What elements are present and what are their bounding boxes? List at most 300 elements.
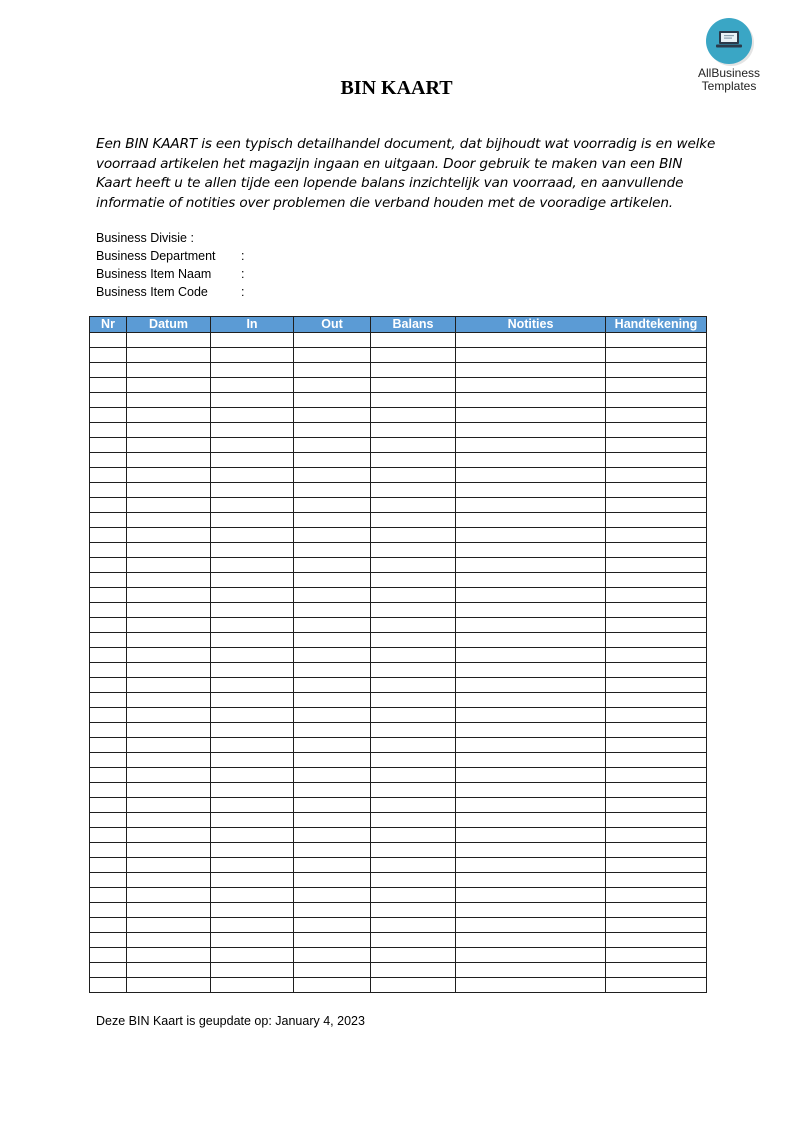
table-cell[interactable] bbox=[371, 693, 456, 708]
table-cell[interactable] bbox=[127, 843, 211, 858]
table-cell[interactable] bbox=[90, 558, 127, 573]
table-cell[interactable] bbox=[211, 363, 294, 378]
table-cell[interactable] bbox=[371, 723, 456, 738]
table-cell[interactable] bbox=[606, 798, 707, 813]
table-cell[interactable] bbox=[606, 723, 707, 738]
table-cell[interactable] bbox=[371, 528, 456, 543]
table-cell[interactable] bbox=[371, 408, 456, 423]
table-cell[interactable] bbox=[606, 813, 707, 828]
table-cell[interactable] bbox=[294, 843, 371, 858]
table-cell[interactable] bbox=[371, 633, 456, 648]
table-cell[interactable] bbox=[211, 723, 294, 738]
table-cell[interactable] bbox=[606, 588, 707, 603]
table-cell[interactable] bbox=[606, 858, 707, 873]
table-cell[interactable] bbox=[606, 348, 707, 363]
table-cell[interactable] bbox=[294, 363, 371, 378]
table-cell[interactable] bbox=[371, 348, 456, 363]
table-cell[interactable] bbox=[90, 543, 127, 558]
table-cell[interactable] bbox=[456, 933, 606, 948]
table-cell[interactable] bbox=[90, 933, 127, 948]
table-cell[interactable] bbox=[371, 603, 456, 618]
table-cell[interactable] bbox=[456, 618, 606, 633]
table-cell[interactable] bbox=[606, 423, 707, 438]
table-cell[interactable] bbox=[90, 333, 127, 348]
table-cell[interactable] bbox=[294, 528, 371, 543]
table-cell[interactable] bbox=[127, 873, 211, 888]
table-cell[interactable] bbox=[211, 573, 294, 588]
table-cell[interactable] bbox=[294, 333, 371, 348]
table-cell[interactable] bbox=[606, 918, 707, 933]
table-cell[interactable] bbox=[294, 543, 371, 558]
table-cell[interactable] bbox=[371, 678, 456, 693]
table-cell[interactable] bbox=[294, 903, 371, 918]
table-cell[interactable] bbox=[211, 798, 294, 813]
table-cell[interactable] bbox=[211, 498, 294, 513]
table-cell[interactable] bbox=[606, 618, 707, 633]
table-cell[interactable] bbox=[127, 753, 211, 768]
table-cell[interactable] bbox=[294, 678, 371, 693]
table-cell[interactable] bbox=[456, 483, 606, 498]
table-cell[interactable] bbox=[371, 828, 456, 843]
table-cell[interactable] bbox=[294, 408, 371, 423]
table-cell[interactable] bbox=[90, 348, 127, 363]
table-cell[interactable] bbox=[371, 588, 456, 603]
table-cell[interactable] bbox=[90, 768, 127, 783]
table-cell[interactable] bbox=[127, 483, 211, 498]
table-cell[interactable] bbox=[294, 768, 371, 783]
table-cell[interactable] bbox=[371, 618, 456, 633]
table-cell[interactable] bbox=[294, 693, 371, 708]
table-cell[interactable] bbox=[90, 918, 127, 933]
table-cell[interactable] bbox=[90, 513, 127, 528]
table-cell[interactable] bbox=[456, 588, 606, 603]
table-cell[interactable] bbox=[90, 633, 127, 648]
table-cell[interactable] bbox=[90, 723, 127, 738]
table-cell[interactable] bbox=[294, 663, 371, 678]
table-cell[interactable] bbox=[456, 963, 606, 978]
table-cell[interactable] bbox=[127, 663, 211, 678]
table-cell[interactable] bbox=[90, 603, 127, 618]
table-cell[interactable] bbox=[456, 678, 606, 693]
table-cell[interactable] bbox=[90, 393, 127, 408]
table-cell[interactable] bbox=[606, 708, 707, 723]
table-cell[interactable] bbox=[294, 558, 371, 573]
table-cell[interactable] bbox=[211, 378, 294, 393]
table-cell[interactable] bbox=[371, 393, 456, 408]
table-cell[interactable] bbox=[456, 978, 606, 993]
table-cell[interactable] bbox=[456, 408, 606, 423]
table-cell[interactable] bbox=[294, 393, 371, 408]
table-cell[interactable] bbox=[90, 363, 127, 378]
table-cell[interactable] bbox=[127, 543, 211, 558]
table-cell[interactable] bbox=[294, 948, 371, 963]
table-cell[interactable] bbox=[371, 543, 456, 558]
table-cell[interactable] bbox=[211, 783, 294, 798]
table-cell[interactable] bbox=[211, 873, 294, 888]
table-cell[interactable] bbox=[371, 453, 456, 468]
table-cell[interactable] bbox=[606, 888, 707, 903]
table-cell[interactable] bbox=[127, 858, 211, 873]
table-cell[interactable] bbox=[127, 528, 211, 543]
table-cell[interactable] bbox=[127, 363, 211, 378]
table-cell[interactable] bbox=[127, 378, 211, 393]
table-cell[interactable] bbox=[606, 873, 707, 888]
table-cell[interactable] bbox=[127, 693, 211, 708]
table-cell[interactable] bbox=[294, 963, 371, 978]
table-cell[interactable] bbox=[127, 423, 211, 438]
table-cell[interactable] bbox=[211, 588, 294, 603]
table-cell[interactable] bbox=[606, 558, 707, 573]
table-cell[interactable] bbox=[371, 888, 456, 903]
table-cell[interactable] bbox=[90, 453, 127, 468]
table-cell[interactable] bbox=[456, 948, 606, 963]
table-cell[interactable] bbox=[371, 948, 456, 963]
table-cell[interactable] bbox=[371, 873, 456, 888]
table-cell[interactable] bbox=[371, 933, 456, 948]
table-cell[interactable] bbox=[127, 723, 211, 738]
table-cell[interactable] bbox=[294, 513, 371, 528]
table-cell[interactable] bbox=[211, 393, 294, 408]
table-cell[interactable] bbox=[456, 648, 606, 663]
table-cell[interactable] bbox=[127, 498, 211, 513]
table-cell[interactable] bbox=[294, 978, 371, 993]
table-cell[interactable] bbox=[211, 768, 294, 783]
table-cell[interactable] bbox=[294, 648, 371, 663]
table-cell[interactable] bbox=[371, 438, 456, 453]
table-cell[interactable] bbox=[211, 828, 294, 843]
table-cell[interactable] bbox=[456, 723, 606, 738]
table-cell[interactable] bbox=[127, 963, 211, 978]
table-cell[interactable] bbox=[294, 858, 371, 873]
table-cell[interactable] bbox=[456, 378, 606, 393]
table-cell[interactable] bbox=[606, 438, 707, 453]
table-cell[interactable] bbox=[294, 618, 371, 633]
table-cell[interactable] bbox=[456, 543, 606, 558]
table-cell[interactable] bbox=[456, 348, 606, 363]
table-cell[interactable] bbox=[294, 498, 371, 513]
table-cell[interactable] bbox=[371, 663, 456, 678]
table-cell[interactable] bbox=[127, 453, 211, 468]
table-cell[interactable] bbox=[371, 498, 456, 513]
table-cell[interactable] bbox=[371, 558, 456, 573]
table-cell[interactable] bbox=[90, 753, 127, 768]
table-cell[interactable] bbox=[211, 813, 294, 828]
table-cell[interactable] bbox=[211, 663, 294, 678]
table-cell[interactable] bbox=[294, 573, 371, 588]
table-cell[interactable] bbox=[211, 633, 294, 648]
table-cell[interactable] bbox=[127, 618, 211, 633]
table-cell[interactable] bbox=[211, 738, 294, 753]
table-cell[interactable] bbox=[371, 483, 456, 498]
table-cell[interactable] bbox=[606, 843, 707, 858]
table-cell[interactable] bbox=[371, 813, 456, 828]
table-cell[interactable] bbox=[456, 873, 606, 888]
table-cell[interactable] bbox=[90, 378, 127, 393]
table-cell[interactable] bbox=[294, 783, 371, 798]
table-cell[interactable] bbox=[371, 903, 456, 918]
table-cell[interactable] bbox=[456, 858, 606, 873]
table-cell[interactable] bbox=[456, 393, 606, 408]
table-cell[interactable] bbox=[90, 798, 127, 813]
table-cell[interactable] bbox=[456, 363, 606, 378]
table-cell[interactable] bbox=[127, 783, 211, 798]
table-cell[interactable] bbox=[606, 753, 707, 768]
table-cell[interactable] bbox=[456, 468, 606, 483]
table-cell[interactable] bbox=[127, 798, 211, 813]
table-cell[interactable] bbox=[456, 903, 606, 918]
table-cell[interactable] bbox=[606, 378, 707, 393]
table-cell[interactable] bbox=[456, 738, 606, 753]
table-cell[interactable] bbox=[606, 828, 707, 843]
table-cell[interactable] bbox=[294, 828, 371, 843]
table-cell[interactable] bbox=[606, 453, 707, 468]
table-cell[interactable] bbox=[90, 888, 127, 903]
table-cell[interactable] bbox=[127, 513, 211, 528]
table-cell[interactable] bbox=[211, 558, 294, 573]
table-cell[interactable] bbox=[90, 528, 127, 543]
table-cell[interactable] bbox=[606, 513, 707, 528]
table-cell[interactable] bbox=[294, 603, 371, 618]
table-cell[interactable] bbox=[606, 498, 707, 513]
table-cell[interactable] bbox=[456, 798, 606, 813]
table-cell[interactable] bbox=[90, 693, 127, 708]
table-cell[interactable] bbox=[606, 633, 707, 648]
table-cell[interactable] bbox=[456, 813, 606, 828]
table-cell[interactable] bbox=[294, 798, 371, 813]
table-cell[interactable] bbox=[294, 588, 371, 603]
table-cell[interactable] bbox=[606, 903, 707, 918]
table-cell[interactable] bbox=[606, 393, 707, 408]
table-cell[interactable] bbox=[127, 393, 211, 408]
table-cell[interactable] bbox=[90, 783, 127, 798]
table-cell[interactable] bbox=[456, 918, 606, 933]
table-cell[interactable] bbox=[456, 423, 606, 438]
table-cell[interactable] bbox=[211, 753, 294, 768]
table-cell[interactable] bbox=[456, 708, 606, 723]
table-cell[interactable] bbox=[90, 468, 127, 483]
table-cell[interactable] bbox=[127, 603, 211, 618]
table-cell[interactable] bbox=[294, 723, 371, 738]
table-cell[interactable] bbox=[371, 468, 456, 483]
table-cell[interactable] bbox=[371, 858, 456, 873]
table-cell[interactable] bbox=[90, 708, 127, 723]
table-cell[interactable] bbox=[211, 903, 294, 918]
table-cell[interactable] bbox=[371, 963, 456, 978]
table-cell[interactable] bbox=[90, 618, 127, 633]
table-cell[interactable] bbox=[294, 483, 371, 498]
table-cell[interactable] bbox=[456, 558, 606, 573]
table-cell[interactable] bbox=[90, 738, 127, 753]
table-cell[interactable] bbox=[294, 633, 371, 648]
table-cell[interactable] bbox=[294, 753, 371, 768]
table-cell[interactable] bbox=[211, 528, 294, 543]
table-cell[interactable] bbox=[211, 978, 294, 993]
table-cell[interactable] bbox=[606, 693, 707, 708]
table-cell[interactable] bbox=[90, 573, 127, 588]
table-cell[interactable] bbox=[371, 978, 456, 993]
table-cell[interactable] bbox=[211, 603, 294, 618]
table-cell[interactable] bbox=[127, 333, 211, 348]
table-cell[interactable] bbox=[211, 468, 294, 483]
table-cell[interactable] bbox=[606, 528, 707, 543]
table-cell[interactable] bbox=[294, 438, 371, 453]
table-cell[interactable] bbox=[606, 963, 707, 978]
table-cell[interactable] bbox=[606, 678, 707, 693]
table-cell[interactable] bbox=[90, 843, 127, 858]
table-cell[interactable] bbox=[211, 858, 294, 873]
table-cell[interactable] bbox=[90, 903, 127, 918]
table-cell[interactable] bbox=[456, 438, 606, 453]
table-cell[interactable] bbox=[371, 708, 456, 723]
table-cell[interactable] bbox=[90, 588, 127, 603]
table-cell[interactable] bbox=[294, 933, 371, 948]
table-cell[interactable] bbox=[211, 618, 294, 633]
table-cell[interactable] bbox=[211, 513, 294, 528]
table-cell[interactable] bbox=[456, 573, 606, 588]
table-cell[interactable] bbox=[211, 888, 294, 903]
table-cell[interactable] bbox=[211, 423, 294, 438]
table-cell[interactable] bbox=[90, 498, 127, 513]
table-cell[interactable] bbox=[127, 633, 211, 648]
table-cell[interactable] bbox=[127, 558, 211, 573]
table-cell[interactable] bbox=[371, 768, 456, 783]
table-cell[interactable] bbox=[371, 798, 456, 813]
table-cell[interactable] bbox=[211, 963, 294, 978]
table-cell[interactable] bbox=[127, 888, 211, 903]
table-cell[interactable] bbox=[606, 483, 707, 498]
table-cell[interactable] bbox=[211, 543, 294, 558]
table-cell[interactable] bbox=[371, 738, 456, 753]
table-cell[interactable] bbox=[606, 648, 707, 663]
table-cell[interactable] bbox=[606, 663, 707, 678]
table-cell[interactable] bbox=[90, 963, 127, 978]
table-cell[interactable] bbox=[456, 663, 606, 678]
table-cell[interactable] bbox=[90, 483, 127, 498]
table-cell[interactable] bbox=[90, 978, 127, 993]
table-cell[interactable] bbox=[90, 648, 127, 663]
table-cell[interactable] bbox=[456, 843, 606, 858]
table-cell[interactable] bbox=[294, 423, 371, 438]
table-cell[interactable] bbox=[211, 648, 294, 663]
table-cell[interactable] bbox=[294, 453, 371, 468]
table-cell[interactable] bbox=[127, 768, 211, 783]
table-cell[interactable] bbox=[456, 513, 606, 528]
table-cell[interactable] bbox=[127, 708, 211, 723]
table-cell[interactable] bbox=[606, 468, 707, 483]
table-cell[interactable] bbox=[294, 813, 371, 828]
table-cell[interactable] bbox=[127, 978, 211, 993]
table-cell[interactable] bbox=[127, 468, 211, 483]
table-cell[interactable] bbox=[371, 333, 456, 348]
table-cell[interactable] bbox=[606, 738, 707, 753]
table-cell[interactable] bbox=[371, 648, 456, 663]
table-cell[interactable] bbox=[456, 828, 606, 843]
table-cell[interactable] bbox=[127, 588, 211, 603]
table-cell[interactable] bbox=[294, 918, 371, 933]
table-cell[interactable] bbox=[371, 918, 456, 933]
table-cell[interactable] bbox=[606, 543, 707, 558]
table-cell[interactable] bbox=[371, 378, 456, 393]
table-cell[interactable] bbox=[294, 738, 371, 753]
table-cell[interactable] bbox=[211, 333, 294, 348]
table-cell[interactable] bbox=[294, 378, 371, 393]
table-cell[interactable] bbox=[456, 633, 606, 648]
table-cell[interactable] bbox=[127, 408, 211, 423]
table-cell[interactable] bbox=[90, 873, 127, 888]
table-cell[interactable] bbox=[371, 513, 456, 528]
table-cell[interactable] bbox=[456, 693, 606, 708]
table-cell[interactable] bbox=[90, 438, 127, 453]
table-cell[interactable] bbox=[211, 408, 294, 423]
table-cell[interactable] bbox=[294, 468, 371, 483]
table-cell[interactable] bbox=[456, 783, 606, 798]
table-cell[interactable] bbox=[606, 333, 707, 348]
table-cell[interactable] bbox=[371, 573, 456, 588]
table-cell[interactable] bbox=[127, 948, 211, 963]
table-cell[interactable] bbox=[127, 438, 211, 453]
table-cell[interactable] bbox=[211, 438, 294, 453]
table-cell[interactable] bbox=[371, 783, 456, 798]
table-cell[interactable] bbox=[211, 948, 294, 963]
table-cell[interactable] bbox=[211, 918, 294, 933]
table-cell[interactable] bbox=[456, 333, 606, 348]
table-cell[interactable] bbox=[127, 828, 211, 843]
table-cell[interactable] bbox=[211, 933, 294, 948]
table-cell[interactable] bbox=[456, 528, 606, 543]
table-cell[interactable] bbox=[606, 603, 707, 618]
table-cell[interactable] bbox=[456, 603, 606, 618]
table-cell[interactable] bbox=[294, 708, 371, 723]
table-cell[interactable] bbox=[127, 678, 211, 693]
table-cell[interactable] bbox=[127, 933, 211, 948]
table-cell[interactable] bbox=[211, 483, 294, 498]
table-cell[interactable] bbox=[606, 978, 707, 993]
table-cell[interactable] bbox=[606, 783, 707, 798]
table-cell[interactable] bbox=[294, 348, 371, 363]
table-cell[interactable] bbox=[90, 948, 127, 963]
table-cell[interactable] bbox=[90, 813, 127, 828]
table-cell[interactable] bbox=[606, 408, 707, 423]
table-cell[interactable] bbox=[371, 843, 456, 858]
table-cell[interactable] bbox=[294, 888, 371, 903]
table-cell[interactable] bbox=[456, 768, 606, 783]
table-cell[interactable] bbox=[211, 693, 294, 708]
table-cell[interactable] bbox=[456, 888, 606, 903]
table-cell[interactable] bbox=[127, 348, 211, 363]
table-cell[interactable] bbox=[211, 843, 294, 858]
table-cell[interactable] bbox=[211, 348, 294, 363]
table-cell[interactable] bbox=[456, 498, 606, 513]
table-cell[interactable] bbox=[127, 573, 211, 588]
table-cell[interactable] bbox=[90, 678, 127, 693]
table-cell[interactable] bbox=[294, 873, 371, 888]
table-cell[interactable] bbox=[90, 408, 127, 423]
table-cell[interactable] bbox=[371, 363, 456, 378]
table-cell[interactable] bbox=[127, 648, 211, 663]
table-cell[interactable] bbox=[606, 363, 707, 378]
table-cell[interactable] bbox=[90, 423, 127, 438]
table-cell[interactable] bbox=[211, 453, 294, 468]
table-cell[interactable] bbox=[127, 903, 211, 918]
table-cell[interactable] bbox=[456, 753, 606, 768]
table-cell[interactable] bbox=[606, 948, 707, 963]
table-cell[interactable] bbox=[127, 738, 211, 753]
table-cell[interactable] bbox=[456, 453, 606, 468]
table-cell[interactable] bbox=[371, 423, 456, 438]
table-cell[interactable] bbox=[606, 768, 707, 783]
table-cell[interactable] bbox=[211, 678, 294, 693]
table-cell[interactable] bbox=[371, 753, 456, 768]
